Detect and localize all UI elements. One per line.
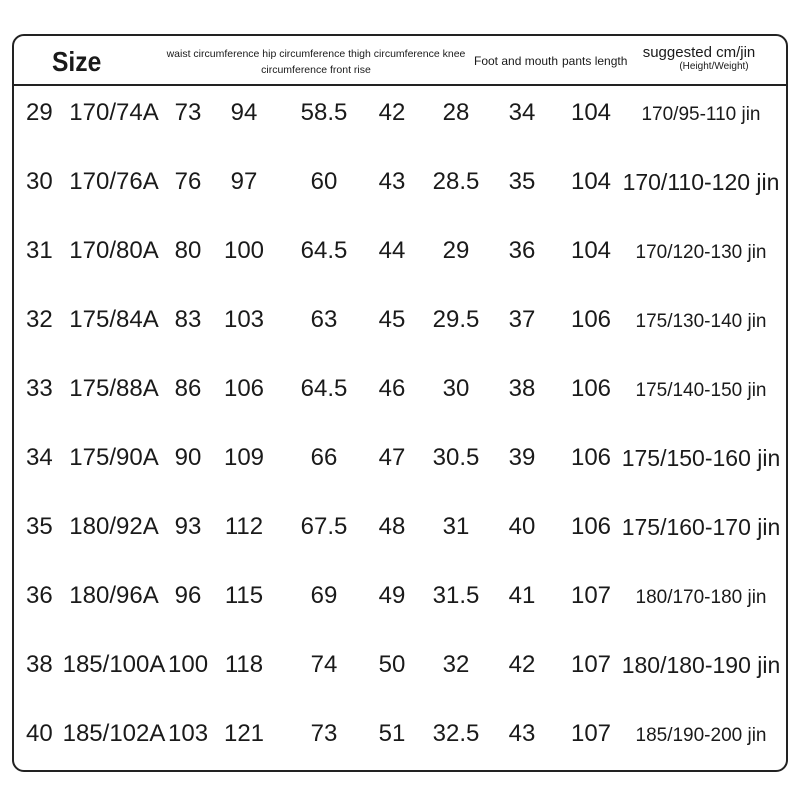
cell-size: 32 — [26, 306, 53, 333]
cell-size: 31 — [26, 237, 53, 264]
foot-mouth-header: Foot and mouth — [474, 54, 559, 68]
cell-suggested: 180/180-190 jin — [621, 652, 781, 678]
cell-hip: 121 — [223, 720, 265, 747]
cell-spec: 180/92A — [69, 513, 159, 540]
cell-rise: 28.5 — [432, 168, 480, 195]
cell-hip: 97 — [230, 168, 258, 195]
pants-length-header: pants length — [562, 54, 628, 68]
cell-knee: 49 — [378, 582, 406, 609]
cell-waist: 93 — [174, 513, 202, 540]
cell-knee: 44 — [378, 237, 406, 264]
cell-suggested: 175/160-170 jin — [621, 514, 781, 540]
cell-suggested: 170/120-130 jin — [635, 242, 767, 263]
cell-rise: 31 — [442, 513, 470, 540]
measurements-header: waist circumference hip circumference thigh circumference knee circumference front rise — [166, 48, 466, 76]
cell-knee: 46 — [378, 375, 406, 402]
cell-length: 107 — [570, 720, 612, 747]
cell-suggested: 170/95-110 jin — [641, 104, 761, 125]
table-row — [0, 80, 800, 149]
cell-hip: 94 — [230, 99, 258, 126]
cell-knee: 43 — [378, 168, 406, 195]
cell-hip: 118 — [224, 651, 264, 678]
table-row — [0, 356, 800, 425]
cell-waist: 73 — [174, 99, 202, 126]
cell-thigh: 67.5 — [300, 513, 348, 540]
size-table-body — [0, 80, 800, 770]
cell-suggested: 180/170-180 jin — [635, 587, 767, 608]
cell-size: 36 — [26, 582, 53, 609]
cell-foot: 35 — [508, 168, 536, 195]
cell-spec: 185/100A — [62, 651, 166, 678]
cell-foot: 34 — [508, 99, 536, 126]
cell-foot: 42 — [508, 651, 536, 678]
cell-foot: 38 — [508, 375, 536, 402]
cell-rise: 32 — [442, 651, 470, 678]
table-row — [0, 218, 800, 287]
cell-thigh: 64.5 — [300, 237, 348, 264]
cell-size: 33 — [26, 375, 53, 402]
cell-rise: 29.5 — [432, 306, 480, 333]
cell-length: 106 — [570, 306, 612, 333]
cell-waist: 76 — [174, 168, 202, 195]
cell-length: 106 — [570, 375, 612, 402]
cell-size: 35 — [26, 513, 53, 540]
cell-thigh: 63 — [310, 306, 338, 333]
cell-length: 104 — [570, 237, 612, 264]
cell-suggested: 175/140-150 jin — [635, 380, 767, 401]
cell-thigh: 58.5 — [300, 99, 348, 126]
cell-spec: 175/84A — [69, 306, 159, 333]
cell-size: 38 — [26, 651, 53, 678]
cell-spec: 185/102A — [62, 720, 166, 747]
cell-spec: 170/76A — [69, 168, 159, 195]
cell-knee: 48 — [378, 513, 406, 540]
cell-rise: 30 — [442, 375, 470, 402]
cell-waist: 80 — [174, 237, 202, 264]
cell-thigh: 73 — [310, 720, 338, 747]
cell-waist: 96 — [174, 582, 202, 609]
cell-foot: 36 — [508, 237, 536, 264]
cell-rise: 31.5 — [432, 582, 480, 609]
cell-size: 34 — [26, 444, 53, 471]
table-row — [0, 494, 800, 563]
cell-knee: 42 — [378, 99, 406, 126]
size-header: Size — [52, 46, 102, 77]
cell-suggested: 175/130-140 jin — [635, 311, 767, 332]
cell-rise: 29 — [442, 237, 470, 264]
cell-thigh: 64.5 — [300, 375, 348, 402]
cell-spec: 170/74A — [69, 99, 159, 126]
cell-suggested: 175/150-160 jin — [621, 445, 781, 471]
cell-thigh: 60 — [310, 168, 338, 195]
cell-knee: 45 — [378, 306, 406, 333]
cell-hip: 103 — [223, 306, 265, 333]
suggested-subtitle: (Height/Weight) — [679, 61, 749, 72]
cell-size: 40 — [26, 720, 53, 747]
table-row — [0, 425, 800, 494]
cell-size: 29 — [26, 99, 53, 126]
cell-rise: 30.5 — [432, 444, 480, 471]
cell-knee: 47 — [378, 444, 406, 471]
cell-hip: 100 — [223, 237, 265, 264]
cell-suggested: 185/190-200 jin — [635, 725, 767, 746]
cell-rise: 32.5 — [432, 720, 480, 747]
cell-spec: 170/80A — [69, 237, 159, 264]
table-row — [0, 149, 800, 218]
cell-waist: 90 — [174, 444, 202, 471]
cell-hip: 112 — [224, 513, 264, 540]
cell-length: 104 — [570, 99, 612, 126]
table-row — [0, 632, 800, 701]
cell-rise: 28 — [442, 99, 470, 126]
cell-waist: 86 — [174, 375, 202, 402]
cell-foot: 39 — [508, 444, 536, 471]
cell-hip: 115 — [224, 582, 264, 609]
cell-foot: 40 — [508, 513, 536, 540]
cell-spec: 180/96A — [69, 582, 159, 609]
cell-hip: 109 — [223, 444, 265, 471]
table-row — [0, 563, 800, 632]
cell-waist: 103 — [168, 720, 209, 747]
cell-suggested: 170/110-120 jin — [622, 169, 780, 195]
cell-size: 30 — [26, 168, 53, 195]
cell-length: 104 — [570, 168, 612, 195]
cell-length: 107 — [570, 651, 612, 678]
cell-spec: 175/88A — [69, 375, 159, 402]
table-row — [0, 287, 800, 356]
cell-length: 107 — [570, 582, 612, 609]
cell-length: 106 — [570, 513, 612, 540]
cell-length: 106 — [570, 444, 612, 471]
suggested-title: suggested cm/jin — [642, 44, 756, 61]
cell-waist: 83 — [174, 306, 202, 333]
cell-waist: 100 — [168, 651, 209, 678]
cell-foot: 43 — [508, 720, 536, 747]
cell-foot: 41 — [508, 582, 536, 609]
cell-knee: 51 — [378, 720, 406, 747]
cell-knee: 50 — [378, 651, 406, 678]
cell-spec: 175/90A — [69, 444, 159, 471]
table-row — [0, 701, 800, 770]
cell-foot: 37 — [508, 306, 536, 333]
cell-thigh: 69 — [310, 582, 338, 609]
cell-thigh: 74 — [310, 651, 338, 678]
cell-thigh: 66 — [310, 444, 338, 471]
cell-hip: 106 — [223, 375, 265, 402]
suggested-header — [628, 44, 770, 73]
